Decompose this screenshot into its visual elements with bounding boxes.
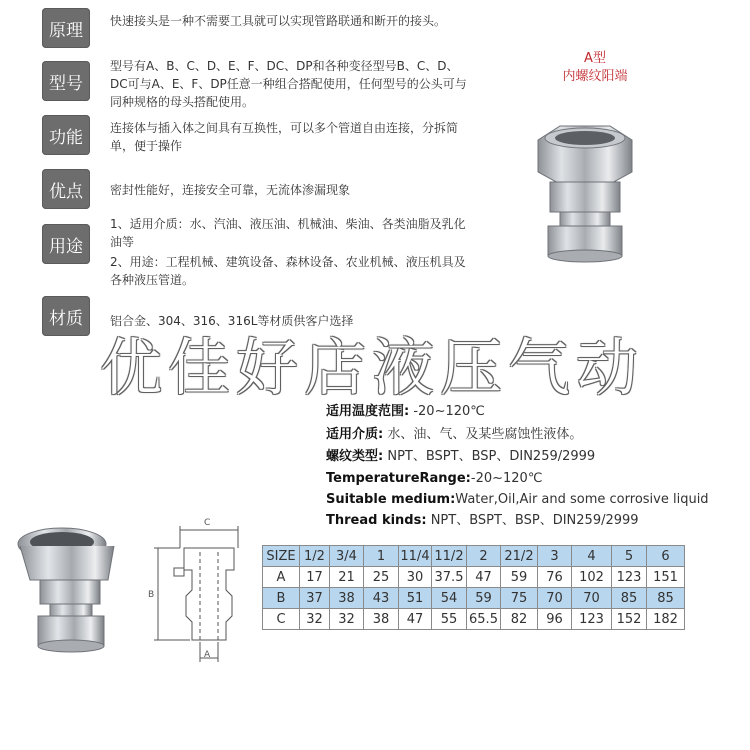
table-cell: 85 [647, 588, 685, 609]
table-cell: 37.5 [432, 567, 467, 588]
tag-usage: 用途 [42, 224, 90, 264]
spec-medium-label: 适用介质: [326, 427, 384, 442]
table-cell: 11/2 [432, 546, 467, 567]
table-cell: 54 [432, 588, 467, 609]
table-cell: 102 [572, 567, 612, 588]
dim-label-b: B [148, 590, 155, 600]
spec-thread-label: 螺纹类型: [326, 449, 384, 464]
product-image-top [530, 122, 640, 267]
spec-temp [326, 403, 485, 421]
watermark-text: 优佳好店液压气动 [100, 331, 645, 404]
spec-medium-en [326, 491, 709, 509]
spec-medium-value: 水、油、气、及某些腐蚀性液体。 [387, 427, 583, 442]
table-cell: B [263, 588, 300, 609]
table-cell: 25 [364, 567, 399, 588]
table-cell: 65.5 [467, 609, 501, 630]
principle-text: 快速接头是一种不需要工具就可以实现管路联通和断开的接头。 [110, 14, 447, 28]
spec-thread [326, 448, 595, 466]
table-cell: 38 [330, 588, 364, 609]
table-cell: 59 [501, 567, 538, 588]
spec-medium [326, 426, 582, 444]
table-cell: 6 [647, 546, 685, 567]
spec-medium-en-value: Water,Oil,Air and some corrosive liquid [455, 492, 709, 507]
usage-text-2: 2、用途：工程机械、建筑设备、森林设备、农业机械、液压机具及各种液压管道。 [110, 255, 466, 287]
dim-label-c: C [204, 518, 211, 528]
table-cell: 70 [538, 588, 572, 609]
product-image-bottom [10, 522, 130, 662]
spec-temp-en-value: -20~120℃ [470, 471, 543, 486]
table-cell: 59 [467, 588, 501, 609]
table-row [263, 588, 685, 609]
table-cell: 32 [330, 609, 364, 630]
table-cell: 182 [647, 609, 685, 630]
table-cell: 152 [612, 609, 647, 630]
table-cell: 75 [501, 588, 538, 609]
table-cell: 1/2 [300, 546, 330, 567]
table-cell: 21/2 [501, 546, 538, 567]
spec-temp-en-label: TemperatureRange: [326, 471, 471, 486]
spec-temp-en [326, 470, 542, 488]
size-table-header [263, 546, 685, 567]
model-text: 型号有A、B、C、D、E、F、DC、DP和各种变径型号B、C、D、DC可与A、E、F、DP任意一种组合搭配使用，任何型号的公头可与同种规格的母头搭配使用。 [110, 59, 467, 109]
function-text: 连接体与插入体之间具有互换性，可以多个管道自由连接，分拆简单，便于操作 [110, 121, 459, 153]
table-cell: 55 [432, 609, 467, 630]
tag-function: 功能 [42, 115, 90, 155]
table-cell: 11/4 [399, 546, 432, 567]
table-cell: 47 [399, 609, 432, 630]
table-cell: 96 [538, 609, 572, 630]
tag-principle: 原理 [42, 8, 90, 48]
spec-thread-en-label: Thread kinds: [326, 513, 427, 528]
type-label-line2: 内螺纹阳端 [562, 69, 628, 84]
table-cell: 32 [300, 609, 330, 630]
table-cell: C [263, 609, 300, 630]
type-label [545, 50, 645, 86]
size-table [262, 545, 685, 630]
table-cell: 2 [467, 546, 501, 567]
table-cell: 70 [572, 588, 612, 609]
spec-thread-en-value: NPT、BSPT、BSP、DIN259/2999 [430, 513, 639, 528]
dim-label-a: A [204, 650, 211, 660]
material-text: 铝合金、304、316、316L等材质供客户选择 [110, 314, 354, 328]
table-cell: 85 [612, 588, 647, 609]
table-cell: 47 [467, 567, 501, 588]
table-cell: 5 [612, 546, 647, 567]
advantage-text: 密封性能好，连接安全可靠，无流体渗漏现象 [110, 183, 351, 197]
spec-temp-value: -20~120℃ [413, 404, 485, 419]
table-cell: 1 [364, 546, 399, 567]
tag-model: 型号 [42, 61, 90, 101]
table-cell: 3 [538, 546, 572, 567]
table-cell: 38 [364, 609, 399, 630]
table-cell: SIZE [263, 546, 300, 567]
table-cell: 3/4 [330, 546, 364, 567]
table-cell: 123 [572, 609, 612, 630]
table-row [263, 567, 685, 588]
spec-medium-en-label: Suitable medium: [326, 492, 456, 507]
table-cell: 21 [330, 567, 364, 588]
table-cell: A [263, 567, 300, 588]
tag-material: 材质 [42, 296, 90, 336]
table-cell: 43 [364, 588, 399, 609]
table-row [263, 609, 685, 630]
table-cell: 82 [501, 609, 538, 630]
table-cell: 4 [572, 546, 612, 567]
type-label-line1: A型 [584, 51, 606, 66]
spec-thread-en [326, 512, 639, 530]
table-cell: 37 [300, 588, 330, 609]
spec-thread-value: NPT、BSPT、BSP、DIN259/2999 [387, 449, 596, 464]
table-cell: 17 [300, 567, 330, 588]
table-cell: 151 [647, 567, 685, 588]
technical-diagram [140, 512, 250, 672]
table-cell: 30 [399, 567, 432, 588]
table-cell: 123 [612, 567, 647, 588]
spec-temp-label: 适用温度范围: [326, 404, 410, 419]
table-cell: 76 [538, 567, 572, 588]
tag-advantage: 优点 [42, 169, 90, 209]
usage-text-1: 1、适用介质：水、汽油、液压油、机械油、柴油、各类油脂及乳化油等 [110, 217, 466, 249]
table-cell: 51 [399, 588, 432, 609]
